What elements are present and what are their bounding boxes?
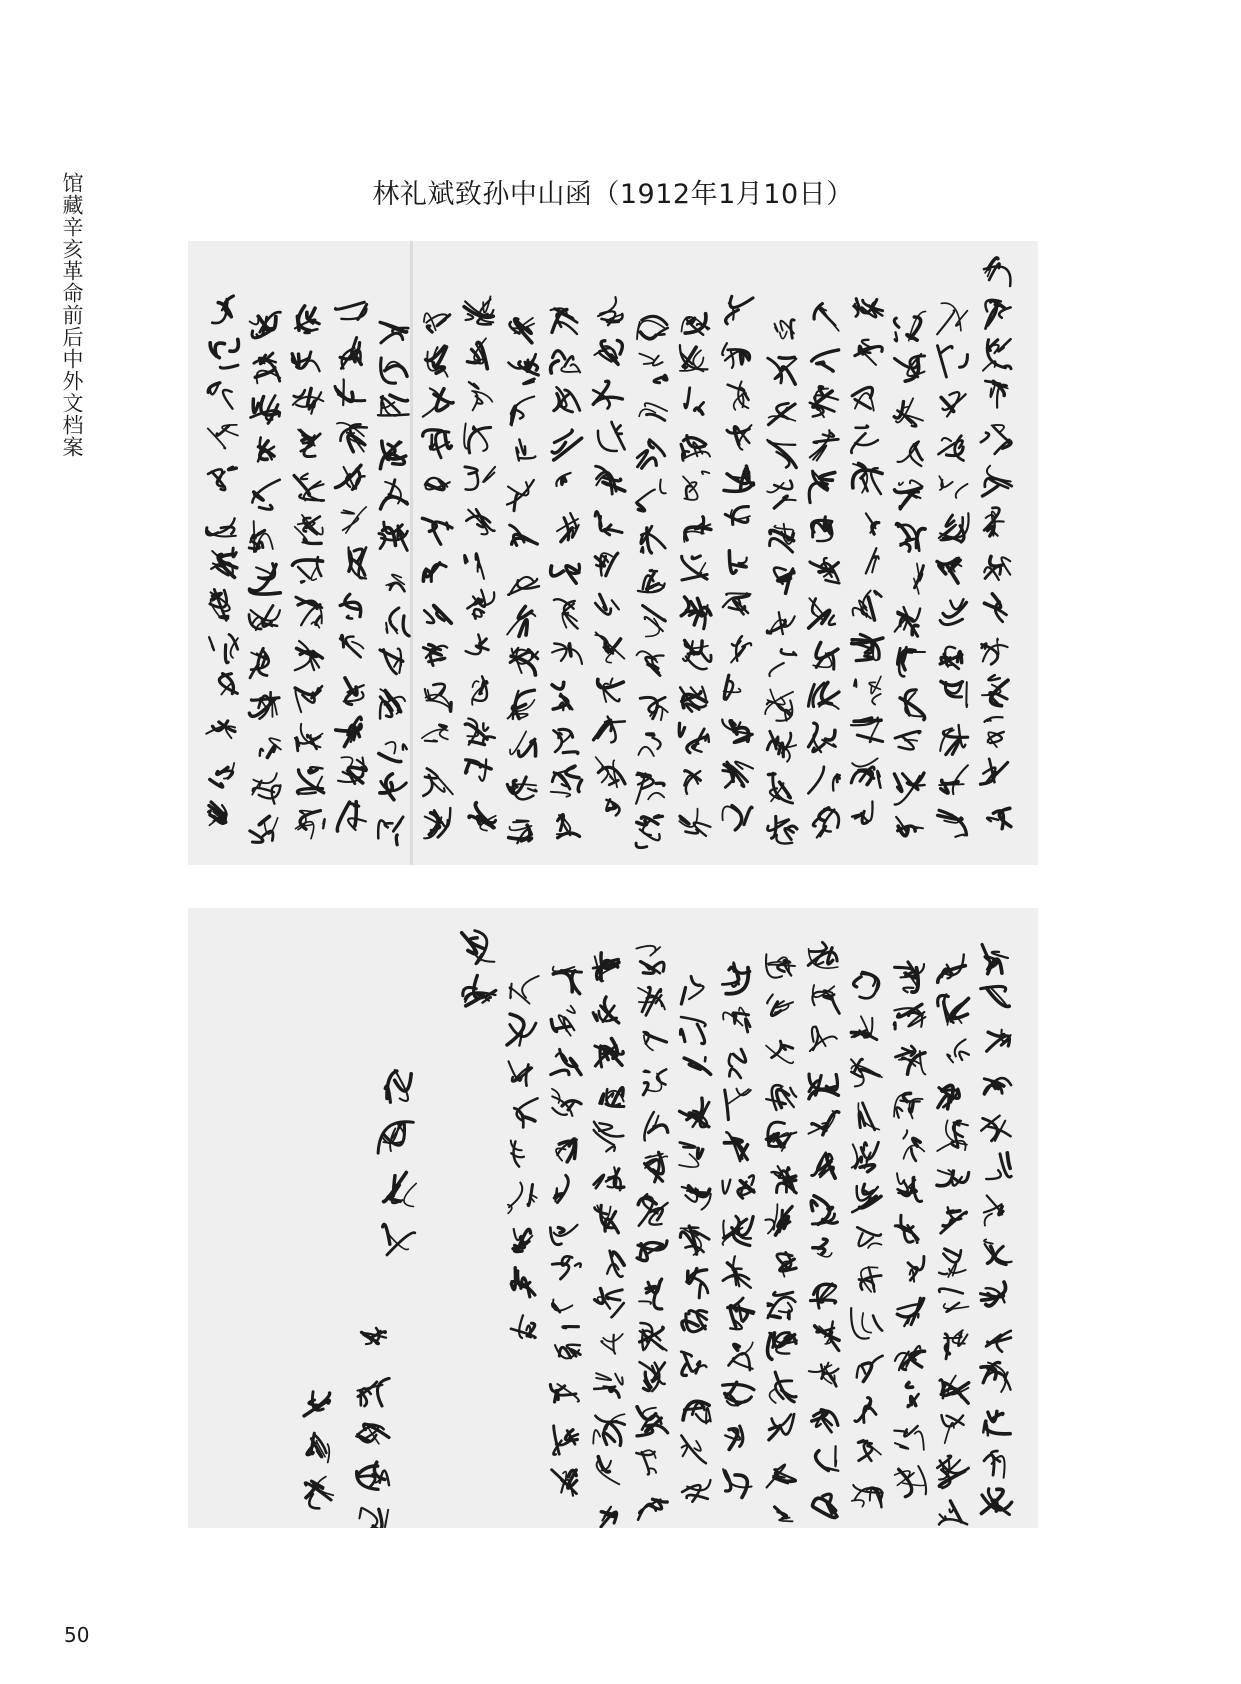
series-title: 馆藏辛亥革命前后中外文档案 xyxy=(60,172,84,458)
handwriting-columns xyxy=(188,908,1038,1528)
letter-scan-page-2 xyxy=(188,908,1038,1528)
page-number: 50 xyxy=(64,1623,90,1647)
letter-scan-page-1 xyxy=(188,241,1038,865)
handwriting-columns xyxy=(188,241,1038,865)
document-title: 林礼斌致孙中山函（1912年1月10日） xyxy=(372,179,854,210)
